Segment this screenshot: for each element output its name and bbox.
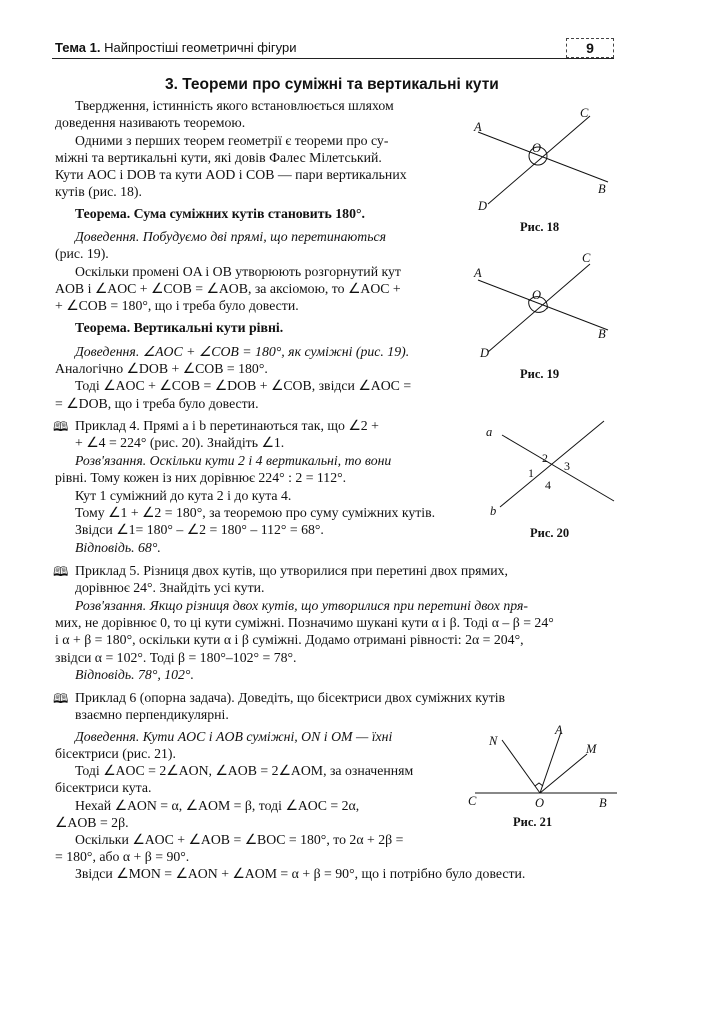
text-line: мих, не дорівнює 0, то ці кути суміжні. Позначимо шукані кути α і β. Тоді α – β = 24° xyxy=(55,615,554,630)
label-a: A xyxy=(555,723,563,737)
text-line: AOB і ∠AOC + ∠COB = ∠AOB, за аксіомою, то ∠AOC + xyxy=(55,281,401,296)
open-book-icon: 🕮 xyxy=(53,420,69,435)
text-line: Відповідь. 68°. xyxy=(75,540,161,555)
open-book-icon: 🕮 xyxy=(53,692,69,707)
label-b: B xyxy=(599,796,607,810)
text-line: ∠AOB = 2β. xyxy=(55,815,129,830)
text-line: Доведення. Кути AOC і AOB суміжні, ON і OM — їхні xyxy=(75,729,393,744)
text-line: Тоді ∠AOC = 2∠AON, ∠AOB = 2∠AOM, за означенням xyxy=(75,763,414,778)
text-line: взаємно перпендикулярні. xyxy=(75,707,229,722)
angle-3-label: 3 xyxy=(564,459,570,473)
text-line: Кути AOC і DOB та кути AOD і COB — пари вертикальних xyxy=(55,167,407,182)
label-a: A xyxy=(474,266,482,280)
line-b xyxy=(500,421,604,507)
text-line: Звідси ∠1= 180° – ∠2 = 180° – 112° = 68°. xyxy=(75,522,324,537)
topic-name: Найпростіші геометричні фігури xyxy=(100,40,297,55)
page-number: 9 xyxy=(566,38,614,58)
right-angle-mark xyxy=(535,783,543,786)
example-5-title: Приклад 5. Різниця двох кутів, що утворилися при перетині двох прямих, xyxy=(75,563,508,578)
page-header xyxy=(52,40,614,59)
text-line: рівні. Тому кожен із них дорівнює 224° : 2 = 112°. xyxy=(55,470,347,485)
text-line: Оскільки ∠AOC + ∠AOB = ∠BOC = 180°, то 2α + 2β = xyxy=(75,832,404,847)
label-a: A xyxy=(474,120,482,134)
label-m: M xyxy=(586,742,597,756)
angle-2-label: 2 xyxy=(542,451,548,465)
text-line: Доведення. ∠AOC + ∠COB = 180°, як суміжні (рис. 19). xyxy=(75,344,410,359)
text-line: Звідси ∠MON = ∠AON + ∠AOM = α + β = 90°, що і потрібно було довести. xyxy=(75,866,526,881)
label-d: D xyxy=(480,346,490,360)
line-cd xyxy=(488,116,590,204)
figure-19-caption: Рис. 19 xyxy=(520,367,560,381)
text-line: = ∠DOB, що і треба було довести. xyxy=(55,396,259,411)
text-line: Аналогічно ∠DOB + ∠COB = 180°. xyxy=(55,361,268,376)
open-book-icon: 🕮 xyxy=(53,565,69,580)
text-line: кутів (рис. 18). xyxy=(55,184,142,199)
figure-18-caption: Рис. 18 xyxy=(520,220,560,234)
text-line: бісектриси кута. xyxy=(55,780,152,795)
label-d: D xyxy=(478,199,488,213)
figure-18 xyxy=(468,100,618,216)
section-heading: 3. Теореми про суміжні та вертикальні кути xyxy=(165,76,499,93)
text-line: звідси α = 102°. Тоді β = 180°–102° = 78°. xyxy=(55,650,297,665)
line-cd xyxy=(488,264,590,352)
text-line: доведення називають теоремою. xyxy=(55,115,246,130)
text-line: + ∠4 = 224° (рис. 20). Знайдіть ∠1. xyxy=(75,435,285,450)
text-line: Відповідь. 78°, 102°. xyxy=(75,667,194,682)
figure-19 xyxy=(468,248,618,364)
text-line: дорівнює 24°. Знайдіть усі кути. xyxy=(75,580,265,595)
text-line: Тому ∠1 + ∠2 = 180°, за теоремою про суму суміжних кутів. xyxy=(75,505,436,520)
text-line: (рис. 19). xyxy=(55,246,109,261)
text-line: Одними з перших теорем геометрії є теореми про су- xyxy=(75,133,389,148)
text-line: міжні та вертикальні кути, які довів Фалес Мілетський. xyxy=(55,150,382,165)
theorem-1: Теорема. Сума суміжних кутів становить 180°. xyxy=(75,206,365,221)
label-c: C xyxy=(580,106,589,120)
text-line: і α + β = 180°, оскільки кути α і β суміжні. Додамо отримані рівності: 2α = 204°, xyxy=(55,632,524,647)
topic-title xyxy=(55,40,296,55)
text-line: Нехай ∠AON = α, ∠AOM = β, тоді ∠AOC = 2α, xyxy=(75,798,360,813)
text-line: = 180°, або α + β = 90°. xyxy=(55,849,190,864)
text-line: Розв'язання. Оскільки кути 2 і 4 вертикальні, то вони xyxy=(75,453,392,468)
label-a: a xyxy=(486,425,493,439)
label-n: N xyxy=(489,734,498,748)
text-line: Кут 1 суміжний до кута 2 і до кута 4. xyxy=(75,488,292,503)
figure-20 xyxy=(480,415,620,525)
label-o: O xyxy=(535,796,545,810)
figure-20-caption: Рис. 20 xyxy=(530,526,570,540)
label-c: C xyxy=(582,251,591,265)
text-line: бісектриси (рис. 21). xyxy=(55,746,176,761)
label-b: B xyxy=(598,327,606,341)
ray-on xyxy=(502,740,540,793)
theorem-2: Теорема. Вертикальні кути рівні. xyxy=(75,320,284,335)
figure-21 xyxy=(465,720,625,810)
label-o: O xyxy=(532,288,542,302)
text-line: Оскільки промені OA і OB утворюють розгорнутий кут xyxy=(75,264,401,279)
example-6-title: Приклад 6 (опорна задача). Доведіть, що бісектриси двох суміжних кутів xyxy=(75,690,506,705)
angle-1-label: 1 xyxy=(528,466,534,480)
text-line: Розв'язання. Якщо різниця двох кутів, що утворилися при перетині двох пря- xyxy=(75,598,528,613)
text-line: Твердження, істинність якого встановлюється шляхом xyxy=(75,98,394,113)
label-b: B xyxy=(598,182,606,196)
example-4-title: Приклад 4. Прямі a і b перетинаються так, що ∠2 + xyxy=(75,418,379,433)
figure-21-caption: Рис. 21 xyxy=(513,815,553,829)
label-o: O xyxy=(532,141,542,155)
label-c: C xyxy=(468,794,477,808)
text-line: Тоді ∠AOC + ∠COB = ∠DOB + ∠COB, звідси ∠AOC = xyxy=(75,378,412,393)
label-b: b xyxy=(490,504,497,518)
text-line: Доведення. Побудуємо дві прямі, що перетинаються xyxy=(75,229,387,244)
angle-4-label: 4 xyxy=(545,478,551,492)
topic-label: Тема 1. xyxy=(55,40,101,55)
text-line: + ∠COB = 180°, що і треба було довести. xyxy=(55,298,299,313)
